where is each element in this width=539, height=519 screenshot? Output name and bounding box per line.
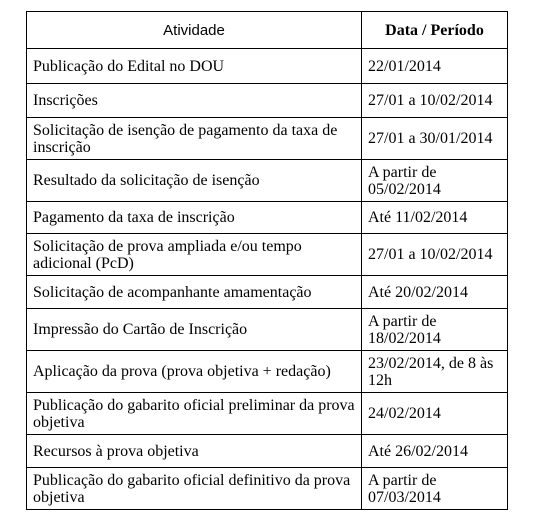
table-row bbox=[27, 234, 508, 276]
table-row bbox=[27, 393, 508, 435]
table-row bbox=[27, 309, 508, 351]
activity-cell: Publicação do gabarito oficial definitivo da prova objetiva bbox=[27, 468, 362, 510]
activity-cell: Solicitação de prova ampliada e/ou tempo adicional (PcD) bbox=[27, 234, 362, 276]
table-row bbox=[27, 202, 508, 234]
schedule-table-container bbox=[26, 11, 507, 510]
activity-cell: Publicação do gabarito oficial preliminar da prova objetiva bbox=[27, 393, 362, 435]
date-cell: 27/01 a 30/01/2014 bbox=[362, 118, 508, 160]
date-cell: A partir de 05/02/2014 bbox=[362, 160, 508, 202]
activity-cell: Aplicação da prova (prova objetiva + redação) bbox=[27, 351, 362, 393]
date-cell: 23/02/2014, de 8 às 12h bbox=[362, 351, 508, 393]
date-cell: Até 26/02/2014 bbox=[362, 435, 508, 468]
activity-cell: Pagamento da taxa de inscrição bbox=[27, 202, 362, 234]
activity-cell: Solicitação de isenção de pagamento da taxa de inscrição bbox=[27, 118, 362, 160]
activity-cell: Resultado da solicitação de isenção bbox=[27, 160, 362, 202]
date-cell: Até 11/02/2014 bbox=[362, 202, 508, 234]
activity-cell: Impressão do Cartão de Inscrição bbox=[27, 309, 362, 351]
date-cell: A partir de 07/03/2014 bbox=[362, 468, 508, 510]
table-row bbox=[27, 435, 508, 468]
header-activity: Atividade bbox=[27, 12, 362, 49]
activity-cell: Publicação do Edital no DOU bbox=[27, 49, 362, 84]
table-row bbox=[27, 276, 508, 309]
table-row bbox=[27, 351, 508, 393]
table-row bbox=[27, 84, 508, 118]
schedule-table bbox=[26, 11, 508, 510]
date-cell: 27/01 a 10/02/2014 bbox=[362, 234, 508, 276]
header-date-period: Data / Período bbox=[362, 12, 508, 49]
date-cell: 24/02/2014 bbox=[362, 393, 508, 435]
table-row bbox=[27, 468, 508, 510]
date-cell: A partir de 18/02/2014 bbox=[362, 309, 508, 351]
activity-cell: Inscrições bbox=[27, 84, 362, 118]
table-row bbox=[27, 160, 508, 202]
table-header-row bbox=[27, 12, 508, 49]
date-cell: Até 20/02/2014 bbox=[362, 276, 508, 309]
activity-cell: Recursos à prova objetiva bbox=[27, 435, 362, 468]
date-cell: 27/01 a 10/02/2014 bbox=[362, 84, 508, 118]
activity-cell: Solicitação de acompanhante amamentação bbox=[27, 276, 362, 309]
table-row bbox=[27, 49, 508, 84]
date-cell: 22/01/2014 bbox=[362, 49, 508, 84]
table-row bbox=[27, 118, 508, 160]
